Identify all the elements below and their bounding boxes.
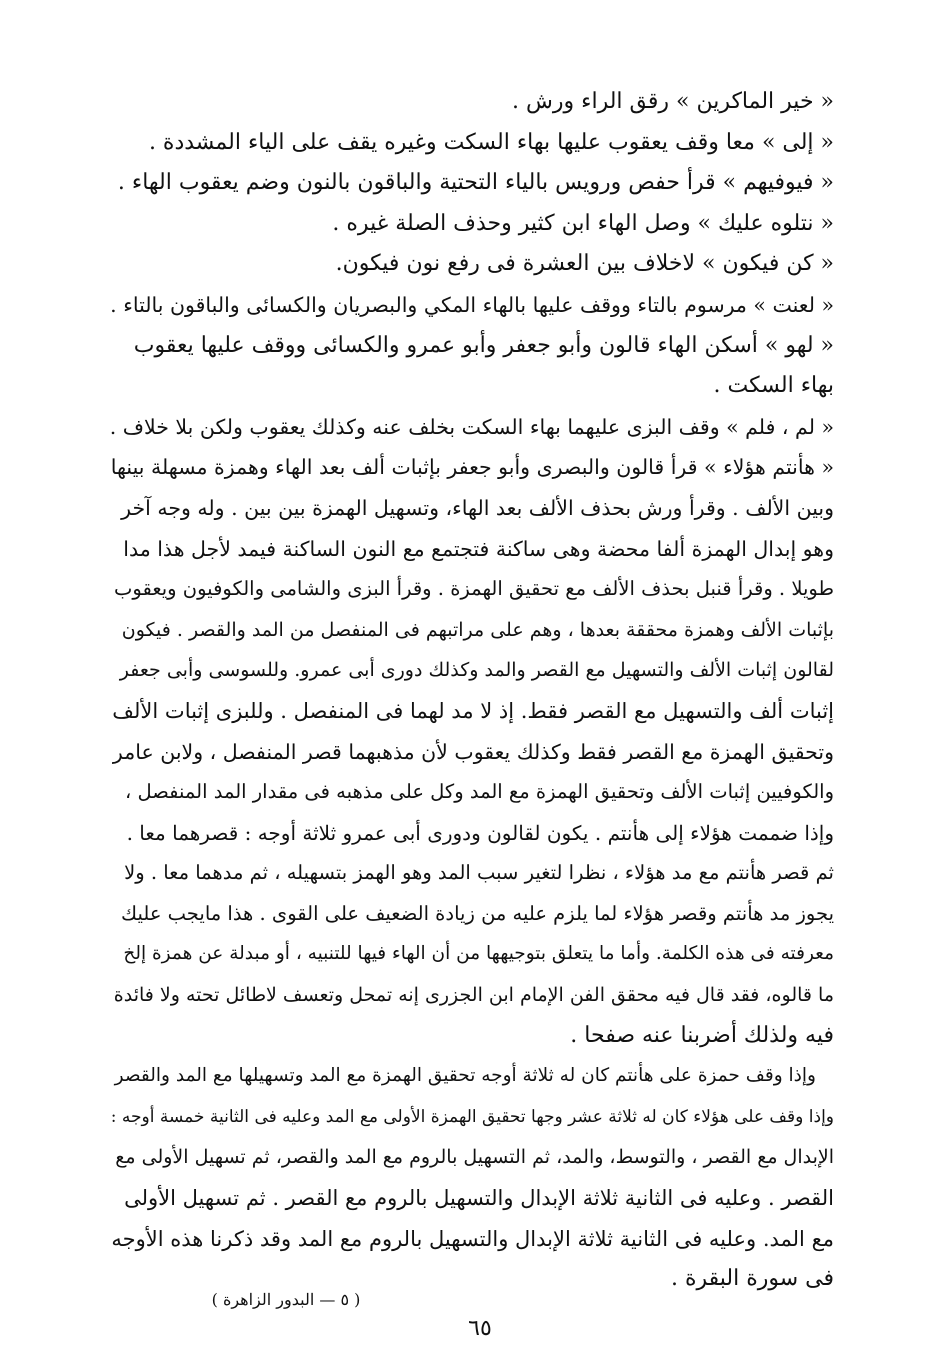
text-line: الإبدال مع القصر ، والتوسط، والمد، ثم التسهيل بالروم مع المد والقصر، ثم تسهيل الأولى مع <box>115 1146 834 1169</box>
text-line: لقالون إثبات الألف والتسهيل مع القصر والمد وكذلك دورى أبى عمرو. وللسوسى وأبى جعفر <box>119 659 834 682</box>
text-line: بإثبات الألف وهمزة محققة بعدها ، وهم على مراتبهم فى المنفصل من المد والقصر . فيكون <box>121 618 834 641</box>
text-line: وإذا ضممت هؤلاء إلى هأنتم . يكون لقالون ودورى أبى عمرو ثلاثة أوجه : قصرهما معا . <box>126 820 834 845</box>
text-line: ثم قصر هأنتم مع مد هؤلاء ، نظرا لتغير سبب المد وهو الهمز بتسهيله ، ثم مدهما معا . ولا <box>124 861 834 885</box>
text-line: والكوفيين إثبات الألف وتحقيق الهمزة مع المد وكل على مذهبه فى مقدار المد المنفصل ، <box>124 780 834 804</box>
text-line: فى سورة البقرة . <box>670 1266 834 1292</box>
text-line: طويلا . وقرأ قنبل بحذف الألف مع تحقيق الهمزة . وقرأ البزى والشامى والكوفيون ويعقوب <box>114 577 834 601</box>
text-line: وتحقيق الهمزة مع القصر فقط وكذلك يعقوب لأن مذهبهما قصر المنفصل ، ولابن عامر <box>112 739 834 764</box>
text-line: وبين الألف . وقرأ ورش بحذف الألف بعد الهاء، وتسهيل الهمزة بين بين . وله وجه آخر <box>121 495 834 520</box>
text-line: يجوز مد هأنتم وقصر هؤلاء لما يلزم عليه من زيادة الضعيف على القوى . هذا مايجب عليك <box>121 901 834 925</box>
text-line: فيه ولذلك أضربنا عنه صفحا . <box>570 1022 834 1048</box>
text-line: « فيوفيهم » قرأ حفص ورويس بالياء التحتية والباقون بالنون وضم يعقوب الهاء . <box>117 170 834 196</box>
text-line: مع المد. وعليه فى الثانية ثلاثة الإبدال والتسهيل بالروم مع المد وقد ذكرنا هذه الأوجه <box>111 1226 834 1251</box>
text-line: بهاء السكت . <box>713 373 834 399</box>
text-line: « لعنت » مرسوم بالتاء ووقف عليها بالهاء المكي والبصريان والكسائى والباقون بالتاء . <box>110 292 834 317</box>
text-line: « نتلوه عليك » وصل الهاء ابن كثير وحذف الصلة غيره . <box>332 210 834 236</box>
text-line: « لهو » أسكن الهاء قالون وأبو جعفر وأبو عمرو والكسائى ووقف عليها يعقوب <box>133 332 834 358</box>
text-line: « خير الماكرين » رقق الراء ورش . <box>512 89 834 114</box>
text-line: « هأنتم هؤلاء » قرأ قالون والبصرى وأبو جعفر بإثبات ألف بعد الهاء وهمزة مسهلة بينها <box>110 455 834 480</box>
text-line: « إلى » معا وقف يعقوب عليها بهاء السكت وغيره يقف على الياء المشددة . <box>148 129 834 155</box>
text-line: وإذا وقف حمزة على هأنتم كان له ثلاثة أوجه تحقيق الهمزة مع المد وتسهيلها مع المد والقصر <box>114 1065 816 1087</box>
footer-reference: ( ٥ — البدور الزاهرة ) <box>211 1290 361 1309</box>
text-line: ما قالوه، فقد قال فيه محقق الفن الإمام ابن الجزرى إنه تمحل وتعسف لاطائل تحته ولا فائدة <box>113 984 834 1007</box>
text-line: وهو إبدال الهمزة ألفا محضة وهى ساكنة فتجتمع مع النون الساكنة فيمد لأجل هذا مدا <box>123 536 834 561</box>
body-text <box>110 82 834 1300</box>
page-number: ٦٥ <box>468 1316 492 1341</box>
text-line: إثبات ألف والتسهيل مع القصر فقط. إذ لا مد لهما فى المنفصل . وللبزى إثبات الألف <box>112 698 834 723</box>
text-line: « كن فيكون » لاخلاف بين العشرة فى رفع نون فيكون. <box>335 251 834 277</box>
text-line: معرفته فى هذه الكلمة. وأما ما يتعلق بتوجيهها من أن الهاء فيها للتنبيه ، أو مبدلة عن همزة إلخ <box>123 943 834 965</box>
text-line: « لم ، فلم » وقف البزى عليهما بهاء السكت بخلف عنه وكذلك يعقوب ولكن بلا خلاف . <box>110 414 834 439</box>
text-line: وإذا وقف على هؤلاء كان له ثلاثة عشر وجها تحقيق الهمزة الأولى مع المد وعليه فى الثانية خمسة أوجه : <box>110 1106 834 1127</box>
text-line: القصر . وعليه فى الثانية ثلاثة الإبدال والتسهيل بالروم مع القصر . ثم تسهيل الأولى <box>124 1186 834 1211</box>
